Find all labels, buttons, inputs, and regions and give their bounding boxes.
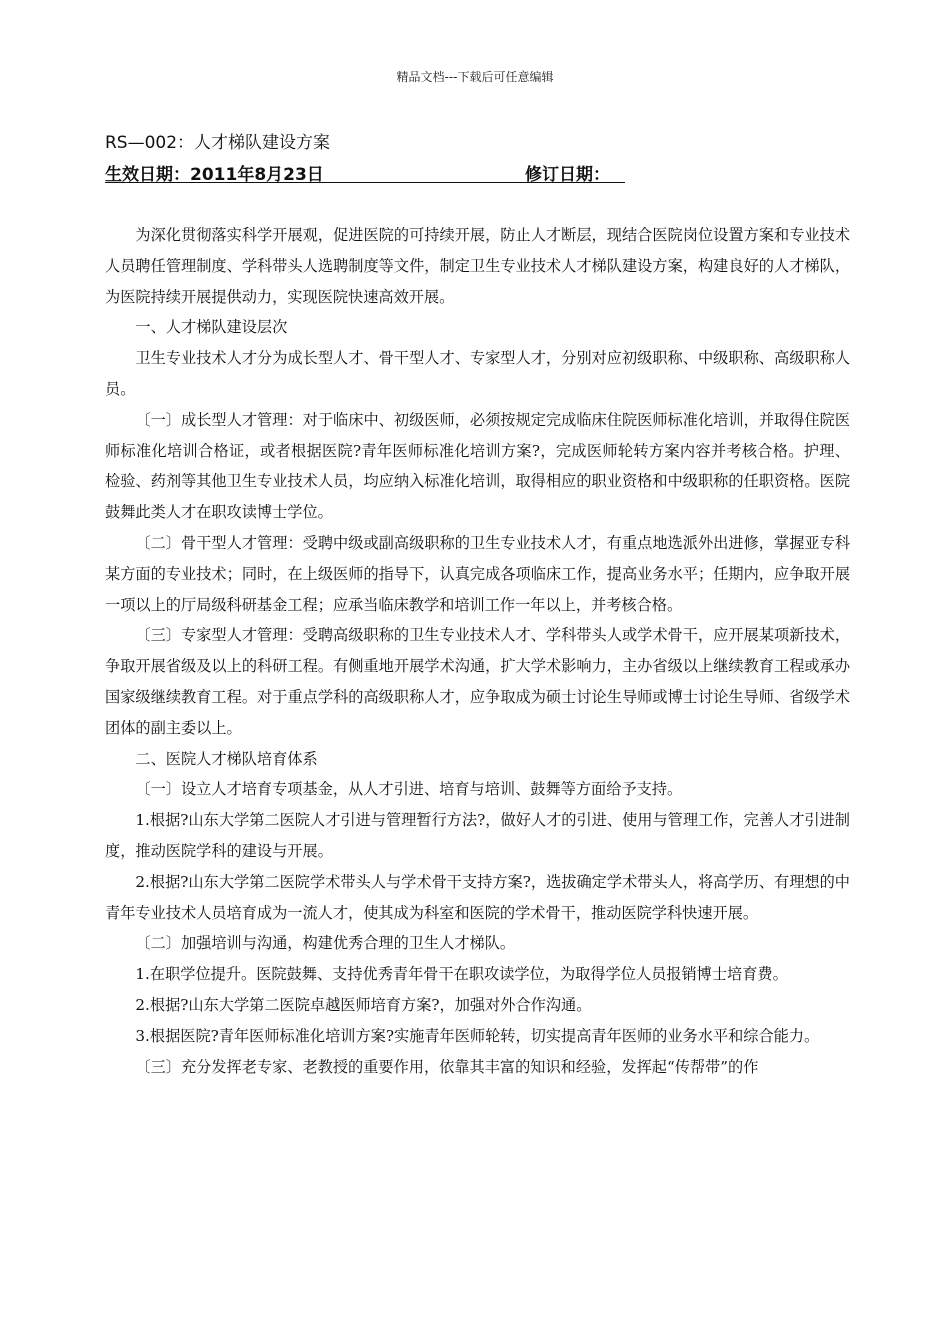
paragraph: 1.根据?山东大学第二医院人才引进与管理暂行方法?，做好人才的引进、使用与管理工作，完善人才引进制度，推动医院学科的建设与开展。	[105, 811, 850, 860]
paragraph: 〔一〕成长型人才管理：对于临床中、初级医师，必须按规定完成临床住院医师标准化培训，并取得住院医师标准化培训合格证，或者根据医院?青年医师标准化培训方案?，完成医师轮转方案内容并考核合格。护理、检验、药剂等其他卫生专业技术人员，均应纳入标准化培训，取得相应的职业资格和中级职称的任职资格。医院鼓舞此类人才在职攻读博士学位。	[105, 410, 850, 522]
revision-date: 修订日期：	[525, 165, 610, 185]
section-heading-1: 一、人才梯队建设层次	[135, 318, 288, 337]
effective-date: 生效日期：2011年8月23日	[105, 165, 324, 185]
paragraph: 〔一〕设立人才培育专项基金，从人才引进、培育与培训、鼓舞等方面给予支持。	[135, 780, 683, 799]
paragraph: 2.根据?山东大学第二医院学术带头人与学术骨干支持方案?，选拔确定学术带头人，将高学历、有理想的中青年专业技术人员培育成为一流人才，使其成为科室和医院的学术骨干，推动医院学科快速开展。	[105, 872, 850, 922]
document-title: RS—002：人才梯队建设方案	[105, 133, 331, 153]
section-heading-2: 二、医院人才梯队培育体系	[135, 749, 318, 768]
paragraph: 〔三〕充分发挥老专家、老教授的重要作用，依靠其丰富的知识和经验，发挥起“传帮带”的作	[135, 1057, 759, 1076]
paragraph: 3.根据医院?青年医师标准化培训方案?实施青年医师轮转，切实提高青年医师的业务水平和综合能力。	[135, 1026, 820, 1045]
paragraph: 卫生专业技术人才分为成长型人才、骨干型人才、专家型人才，分别对应初级职称、中级职称、高级职称人员。	[105, 349, 850, 398]
paragraph-intro: 为深化贯彻落实科学开展观，促进医院的可持续开展，防止人才断层，现结合医院岗位设置方案和专业技术人员聘任管理制度、学科带头人选聘制度等文件，制定卫生专业技术人才梯队建设方案，构建良好的人才梯队，为医院持续开展提供动力，实现医院快速高效开展。	[105, 226, 850, 306]
paragraph: 1.在职学位提升。医院鼓舞、支持优秀青年骨干在职攻读学位，为取得学位人员报销博士培育费。	[135, 965, 788, 984]
paragraph: 〔二〕骨干型人才管理：受聘中级或副高级职称的卫生专业技术人才，有重点地选派外出进修，掌握亚专科某方面的专业技术；同时，在上级医师的指导下，认真完成各项临床工作，提高业务水平；任期内，应争取开展一项以上的厅局级科研基金工程；应承当临床教学和培训工作一年以上，并考核合格。	[105, 533, 850, 614]
paragraph: 〔二〕加强培训与沟通，构建优秀合理的卫生人才梯队。	[135, 934, 516, 953]
paragraph: 〔三〕专家型人才管理：受聘高级职称的卫生专业技术人才、学科带头人或学术骨干，应开展某项新技术，争取开展省级及以上的科研工程。有侧重地开展学术沟通，扩大学术影响力，主办省级以上继续教育工程或承办国家级继续教育工程。对于重点学科的高级职称人才，应争取成为硕士讨论生导师或博士讨论生导师、省级学术团体的副主委以上。	[105, 626, 850, 737]
header-note: 精品文档---下载后可任意编辑	[396, 70, 554, 84]
date-line	[105, 160, 625, 183]
body-text	[105, 220, 850, 1082]
paragraph: 2.根据?山东大学第二医院卓越医师培育方案?，加强对外合作沟通。	[135, 995, 592, 1014]
